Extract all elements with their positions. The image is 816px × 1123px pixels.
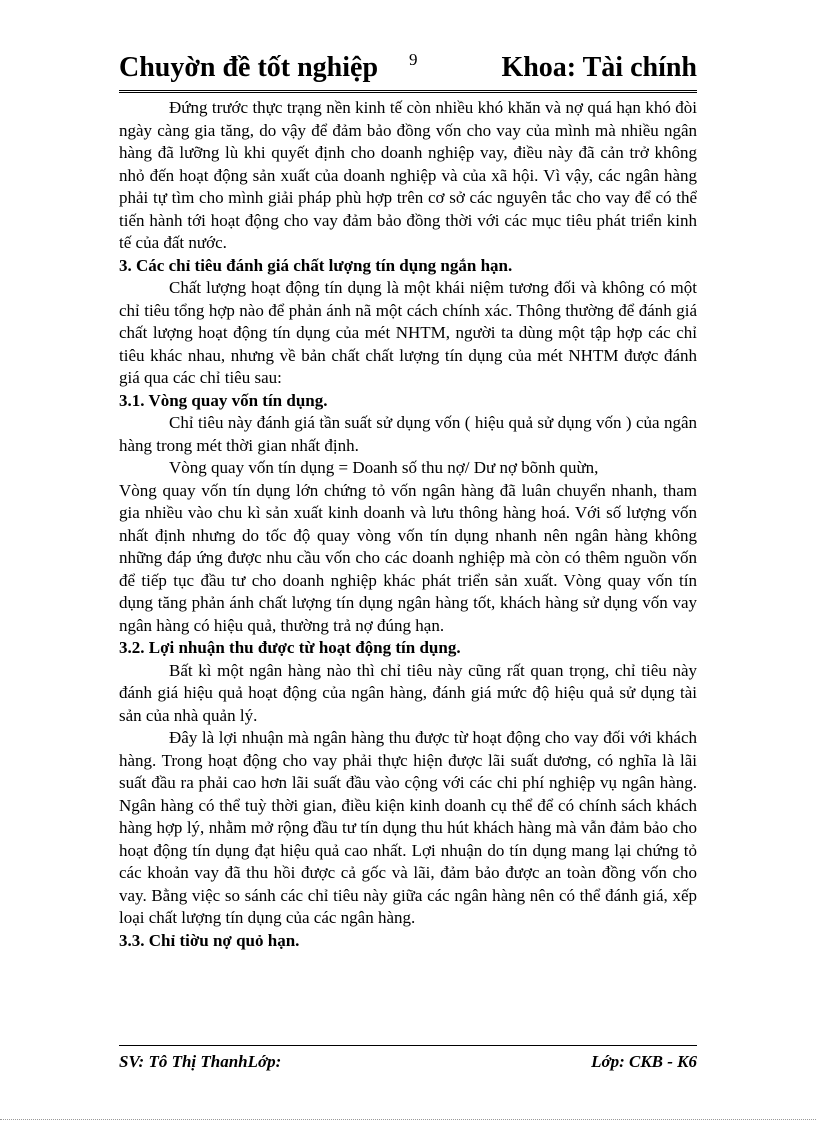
formula-line: Vòng quay vốn tín dụng = Doanh số thu nợ/ Dư nợ bõnh quừn, xyxy=(169,458,599,477)
heading-section-3-1: 3.1. Vòng quay vốn tín dụng. xyxy=(119,390,328,410)
footer-class: Lớp: CKB - K6 xyxy=(591,1052,697,1071)
page-header xyxy=(119,48,697,93)
page-number: 9 xyxy=(409,50,418,69)
paragraph-turnover: Chỉ tiêu này đánh giá tần suất sử dụng vốn ( hiệu quả sử dụng vốn ) của ngân hàng trong mét thời gian nhất định. xyxy=(119,413,697,455)
paragraph-intro: Đứng trước thực trạng nền kinh tế còn nhiều khó khăn và nợ quá hạn khó đòi ngày càng gia tăng, do vậy để đảm bảo đồng vốn cho vay của mình mà nhiều ngân hàng đã lưỡng lù khi quyết định cho doanh nghiệp vay, điều này đã cản trở không nhỏ đến hoạt động sản xuất của doanh nghiệp và của xã hội. Vì vậy, các ngân hàng phải tự tìm cho mình giải pháp phù hợp trên cơ sở các nguyên tắc cho vay để có thể tiến hành tới hoạt động cho vay đảm bảo đồng thời với các mục tiêu phát triển kinh tế của đất nước. xyxy=(119,98,697,252)
heading-section-3-2: 3.2. Lợi nhuận thu được từ hoạt động tín dụng. xyxy=(119,638,461,657)
footer-divider xyxy=(119,1045,697,1046)
heading-section-3: 3. Các chỉ tiêu đánh giá chất lượng tín dụng ngắn hạn. xyxy=(119,255,513,275)
paragraph-profit-detail: Đây là lợi nhuận mà ngân hàng thu được từ hoạt động cho vay đối với khách hàng. Trong hoạt động cho vay phải thực hiện được lãi suất dương, có nghĩa là lãi suất đầu ra phải cao hơn lãi suất đầu vào cộng với các chi phí nghiệp vụ ngân hàng. Ngân hàng có thể tuỳ thời gian, điều kiện kinh doanh cụ thể để có chính sách khách hàng hợp lý, nhằm mở rộng đầu tư tín dụng thu hút khách hàng mà vẫn đảm bảo cho hoạt động tín dụng đạt hiệu quả cao nhất. Lợi nhuận do tín dụng mang lại chứng tỏ các khoản vay đã thu hồi được cả gốc và lãi, đảm bảo được an toàn đồng vốn cho vay. Bằng việc so sánh các chỉ tiêu này giữa các ngân hàng nên có thể đánh giá, xếp loại chất lượng tín dụng của các ngân hàng. xyxy=(119,728,697,927)
header-title: Chuyờn đề tốt nghiệp xyxy=(119,52,379,83)
heading-section-3-3: 3.3. Chỉ tiờu nợ quỏ hạn. xyxy=(119,930,300,950)
footer-student: SV: Tô Thị ThanhLớp: xyxy=(119,1052,282,1071)
document-body xyxy=(119,97,697,952)
header-faculty: Khoa: Tài chính xyxy=(501,52,697,83)
page-bottom-edge xyxy=(0,1119,816,1120)
paragraph-quality: Chất lượng hoạt động tín dụng là một khái niệm tương đối và không có một chỉ tiêu tổng hợp nào để phản ánh nã một cách chính xác. Thông thường để đánh giá chất lượng hoạt động tín dụng của mét NHTM, người ta dùng một tập hợp các chỉ tiêu khác nhau, nhưng về bản chất chất lượng tín dụng của mét NHTM được đánh giá qua các chỉ tiêu sau: xyxy=(119,278,697,387)
paragraph-turnover-detail: Vòng quay vốn tín dụng lớn chứng tỏ vốn ngân hàng đã luân chuyển nhanh, tham gia nhiều vào chu kì sản xuất kinh doanh và lưu thông hàng hoá. Với số lượng vốn nhất định nhưng do tốc độ quay vòng vốn tín dụng nhanh nên ngân hàng không những đáp ứng được nhu cầu vốn cho các doanh nghiệp mà còn có thêm nguồn vốn để tiếp tục đầu tư cho doanh nghiệp khác phát triển sản xuất. Vòng quay vốn tín dụng tăng phản ánh chất lượng tín dụng ngân hàng tốt, khách hàng sử dụng vốn vay ngân hàng có hiệu quả, thường trả nợ đúng hạn. xyxy=(119,480,697,635)
paragraph-profit-intro: Bất kì một ngân hàng nào thì chỉ tiêu này cũng rất quan trọng, chỉ tiêu này đánh giá hiệu quả hoạt động của ngân hàng, đánh giá mức độ hiệu quả sử dụng tài sản của nhà quản lý. xyxy=(119,660,697,725)
